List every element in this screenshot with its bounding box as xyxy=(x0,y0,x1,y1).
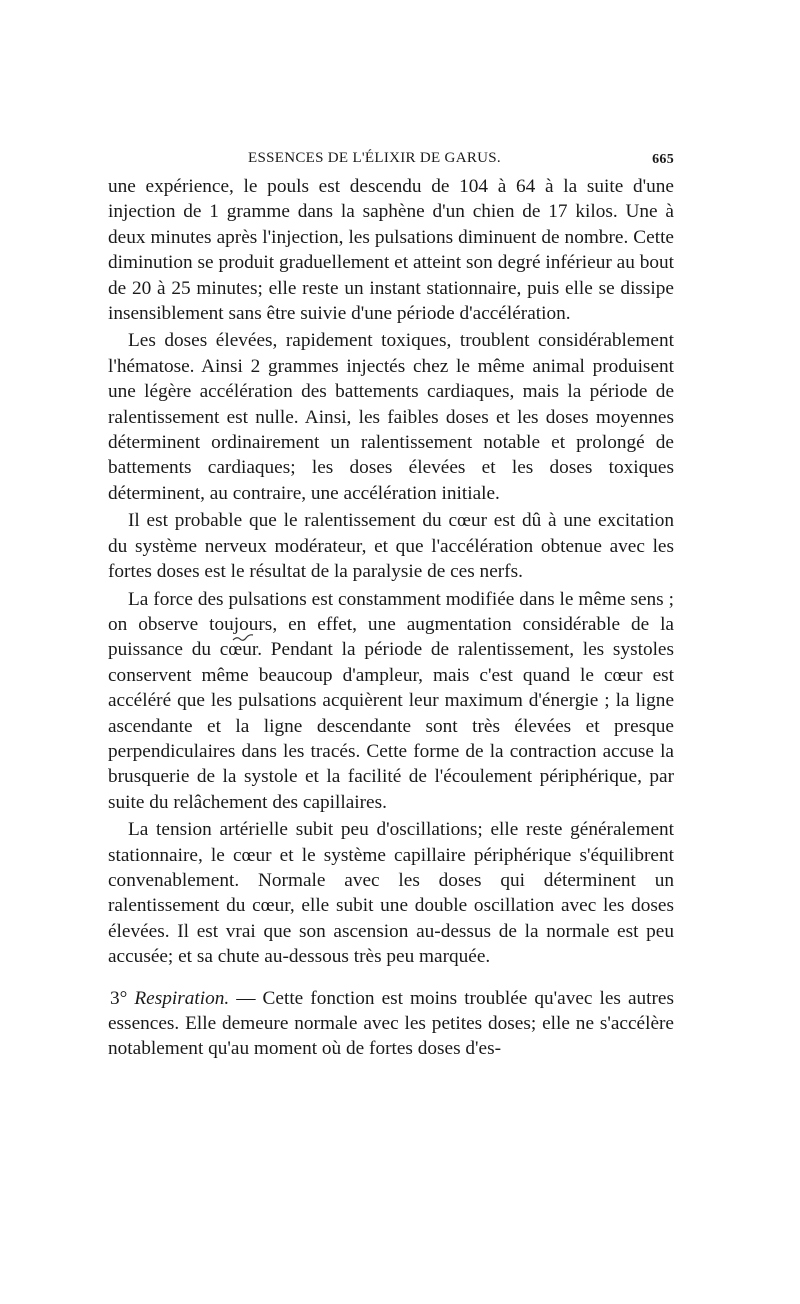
page-header xyxy=(108,148,674,174)
section-number: 3° xyxy=(110,987,128,1009)
page-number: 665 xyxy=(652,152,674,167)
paragraph: La tension artérielle subit peu d'oscillations; elle reste généralement stationnaire, le cœur et le système capillaire périphérique s'équilibrent convenablement. Normale avec les doses qui déterminent un ralentissement du cœur, elle subit une double oscillation avec les doses élevées. Il est vrai que son ascension au-dessus de la normale est peu accusée; et sa chute au-dessous très peu marquée. xyxy=(108,819,674,968)
book-page xyxy=(108,148,674,1062)
section-text: — Cette fonction est moins troublée qu'avec les autres essences. Elle demeure normale avec les petites doses; elle ne s'accélère notablement qu'au moment où de fortes doses d'es- xyxy=(108,987,674,1060)
running-title: ESSENCES DE L'ÉLIXIR DE GARUS. xyxy=(248,150,501,166)
ink-mark-icon xyxy=(232,634,254,642)
paragraph: une expérience, le pouls est descendu de 104 à 64 à la suite d'une injection de 1 gramme dans la saphène d'un chien de 17 kilos. Une à deux minutes après l'injection, les pulsations diminuent de nombre. Cette diminution se produit graduellement et atteint son degré inférieur au bout de 20 à 25 minutes; elle reste un instant stationnaire, puis elle se dissipe insensiblement sans être suivie d'une période d'accélération. xyxy=(108,176,674,325)
section-paragraph xyxy=(108,986,674,1062)
section-title: Respiration. xyxy=(134,987,230,1009)
paragraph: Il est probable que le ralentissement du cœur est dû à une excitation du système nerveux modérateur, et que l'accélération obtenue avec les fortes doses est le résultat de la paralysie de ces nerfs. xyxy=(108,510,674,583)
paragraph: La force des pulsations est constamment modifiée dans le même sens ; on observe toujours, en effet, une augmentation considérable de la puissance du cœur. Pendant la période de ralentissement, les systoles conservent même beaucoup d'ampleur, mais c'est quand le cœur est accéléré que les pulsations acquièrent leur maximum d'énergie ; la ligne ascendante et la ligne descendante sont très élevées et presque perpendiculaires dans les tracés. Cette forme de la contraction accuse la brusquerie de la systole et la facilité de l'écoulement périphérique, par suite du relâchement des capillaires. xyxy=(108,588,674,813)
paragraph: Les doses élevées, rapidement toxiques, troublent considérablement l'hématose. Ainsi 2 grammes injectés chez le même animal produisent une légère accélération des battements cardiaques, mais la période de ralentissement est nulle. Ainsi, les faibles doses et les doses moyennes déterminent ordinairement un ralentissement notable et prolongé de battements cardiaques; les doses élevées et les doses toxiques déterminent, au contraire, une accélération initiale. xyxy=(108,330,674,504)
body-text xyxy=(108,174,674,1062)
